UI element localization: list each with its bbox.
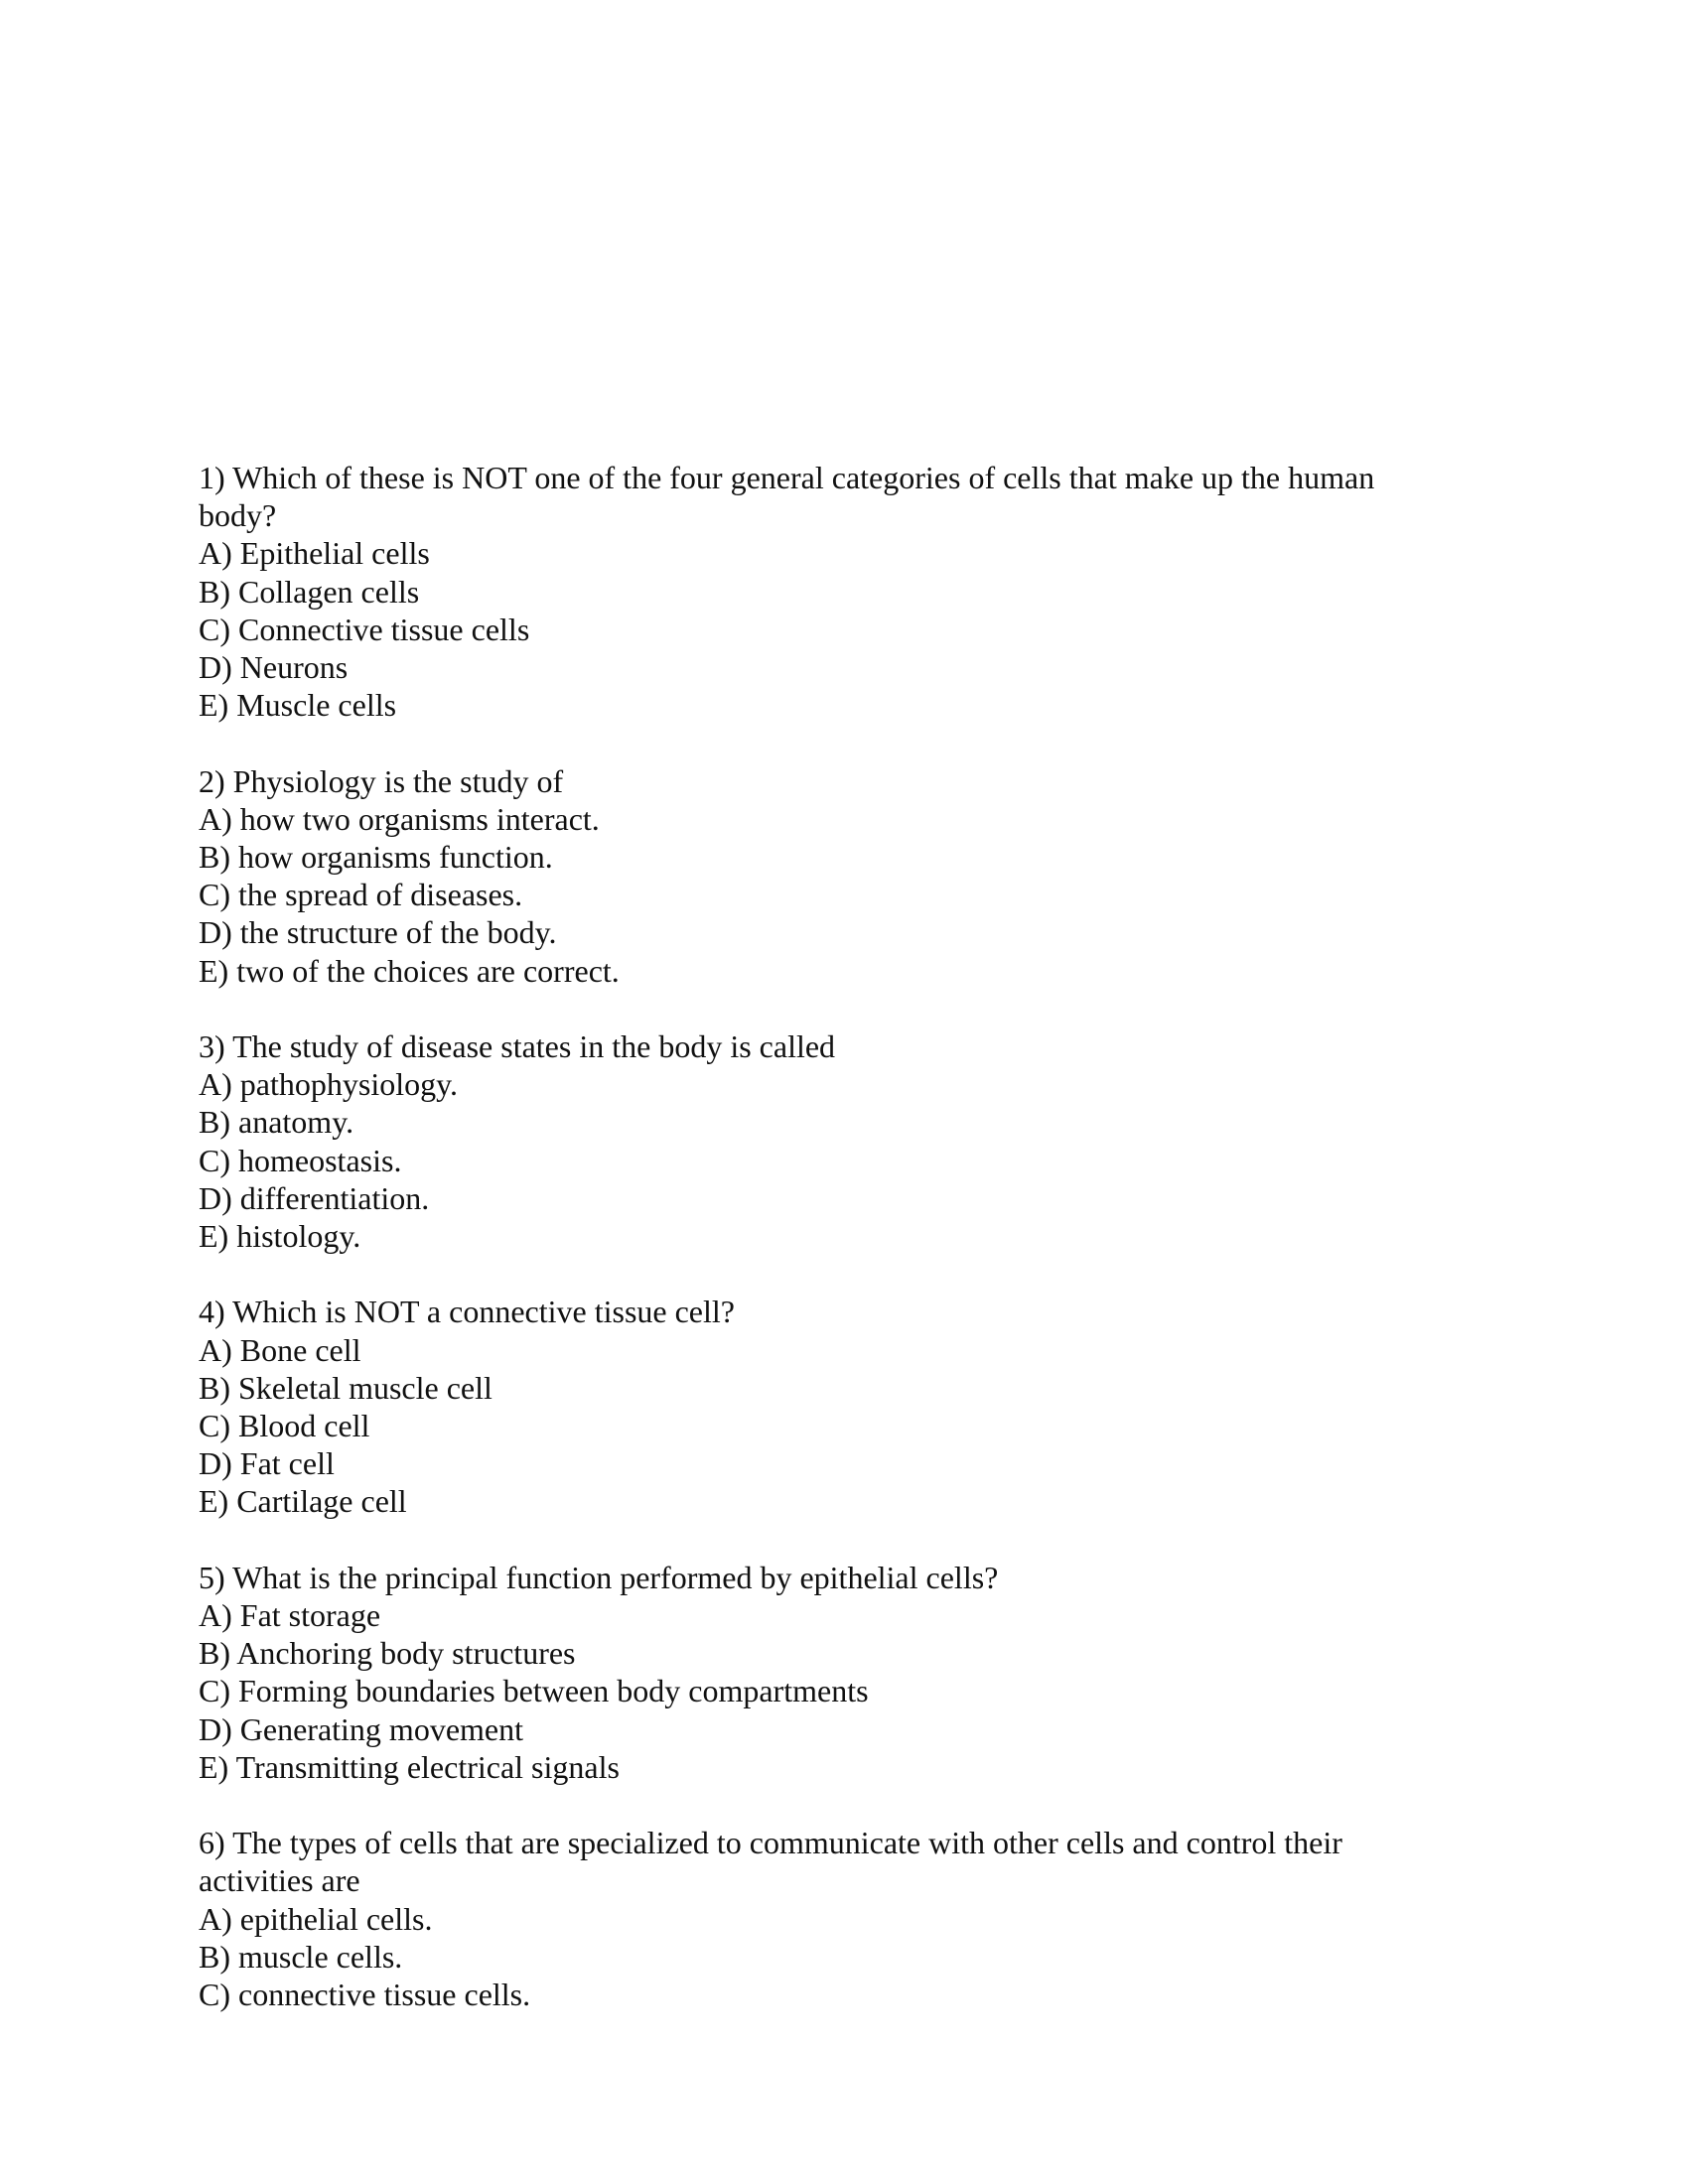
question-6-stem: 6) The types of cells that are specialized to communicate with other cells and control their activities are — [199, 1825, 1342, 1899]
question-2 — [199, 762, 1489, 990]
question-3 — [199, 1027, 1489, 1255]
question-1-stem: 1) Which of these is NOT one of the four general categories of cells that make up the human body? — [199, 460, 1375, 534]
question-5-option-c: C) Forming boundaries between body compartments — [199, 1673, 869, 1709]
question-2-option-b: B) how organisms function. — [199, 839, 553, 876]
question-1-option-d: D) Neurons — [199, 649, 349, 686]
question-1-option-a: A) Epithelial cells — [199, 535, 430, 572]
question-6-option-b: B) muscle cells. — [199, 1938, 403, 1975]
question-5-option-b: B) Anchoring body structures — [199, 1635, 576, 1672]
question-1-option-e: E) Muscle cells — [199, 687, 397, 724]
question-4-option-b: B) Skeletal muscle cell — [199, 1369, 492, 1406]
question-3-option-c: C) homeostasis. — [199, 1142, 402, 1178]
question-2-option-a: A) how two organisms interact. — [199, 800, 600, 837]
question-1-option-c: C) Connective tissue cells — [199, 611, 530, 647]
question-4-option-e: E) Cartilage cell — [199, 1483, 407, 1520]
question-4-option-c: C) Blood cell — [199, 1408, 370, 1444]
question-5-stem: 5) What is the principal function performed by epithelial cells? — [199, 1559, 999, 1595]
question-3-option-d: D) differentiation. — [199, 1179, 430, 1216]
question-4-option-a: A) Bone cell — [199, 1331, 361, 1368]
question-2-option-e: E) two of the choices are correct. — [199, 952, 620, 989]
question-5-option-d: D) Generating movement — [199, 1710, 523, 1747]
question-5 — [199, 1559, 1489, 1786]
question-3-stem: 3) The study of disease states in the body is called — [199, 1028, 836, 1065]
question-3-option-a: A) pathophysiology. — [199, 1066, 459, 1103]
question-1 — [199, 459, 1489, 724]
question-1-option-b: B) Collagen cells — [199, 573, 420, 610]
question-3-option-e: E) histology. — [199, 1218, 361, 1255]
question-2-option-c: C) the spread of diseases. — [199, 877, 523, 913]
question-3-option-b: B) anatomy. — [199, 1104, 354, 1141]
question-5-option-a: A) Fat storage — [199, 1597, 381, 1634]
question-6 — [199, 1824, 1489, 2013]
question-5-option-e: E) Transmitting electrical signals — [199, 1748, 620, 1785]
question-6-option-a: A) epithelial cells. — [199, 1900, 433, 1937]
question-sheet — [199, 459, 1489, 2051]
question-4 — [199, 1293, 1489, 1520]
question-2-stem: 2) Physiology is the study of — [199, 762, 564, 799]
question-4-stem: 4) Which is NOT a connective tissue cell? — [199, 1294, 735, 1330]
question-4-option-d: D) Fat cell — [199, 1445, 335, 1482]
question-6-option-c: C) connective tissue cells. — [199, 1977, 531, 2013]
question-2-option-d: D) the structure of the body. — [199, 914, 557, 951]
